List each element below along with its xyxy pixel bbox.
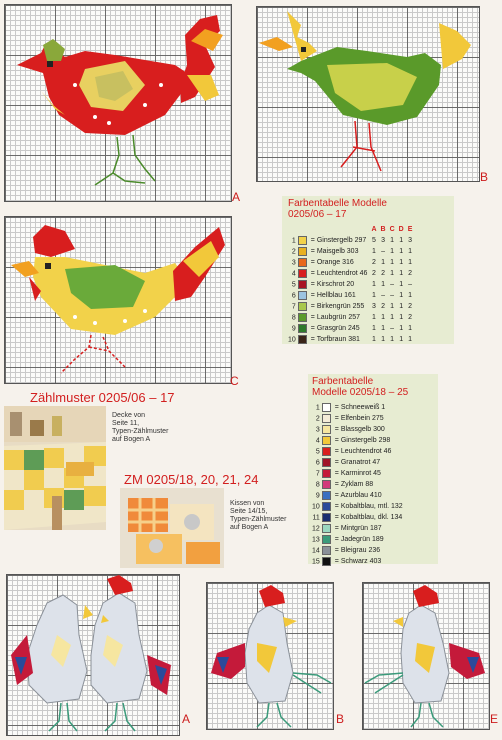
legend-2-color-name: = Bleigrau 236 xyxy=(334,547,381,554)
legend-1-color-name: = Birkengrün 255 xyxy=(310,303,365,310)
legend-1-row xyxy=(286,257,414,268)
legend-2-number: 8 xyxy=(315,481,320,489)
legend-2-swatch-cell xyxy=(310,545,333,556)
legend-1-count: 1 xyxy=(372,325,376,332)
legend-1-count: 2 xyxy=(372,259,376,266)
legend-2-number: 5 xyxy=(315,448,320,456)
legend-1-number: 5 xyxy=(291,281,296,289)
legend-1-count: – xyxy=(390,292,395,299)
legend-2-color-name: = Jadegrün 189 xyxy=(334,536,384,543)
legend-1-count: 1 xyxy=(381,259,385,266)
legend-2-number: 11 xyxy=(312,514,320,522)
legend-2-row xyxy=(310,534,405,545)
legend-1-table xyxy=(286,224,414,345)
legend-2-swatch-cell xyxy=(310,468,333,479)
legend-2-number: 1 xyxy=(315,404,320,412)
legend-2-row xyxy=(310,479,405,490)
color-legend-2 xyxy=(308,374,438,564)
legend-1-count: 1 xyxy=(390,303,395,310)
legend-1-count: – xyxy=(381,292,385,299)
yellow-rooster-motif xyxy=(5,217,231,383)
legend-2-swatch-cell xyxy=(310,413,333,424)
legend-1-number: 4 xyxy=(291,270,296,278)
legend-1-color-name: = Torfbraun 381 xyxy=(310,336,360,343)
two-chickens-motif xyxy=(7,575,179,735)
legend-1-count: 1 xyxy=(372,292,376,299)
legend-1-count: – xyxy=(390,325,395,332)
legend-2-color-name: = Ginstergelb 298 xyxy=(334,437,391,444)
legend-1-number: 10 xyxy=(288,336,296,344)
bottom-label-e: E xyxy=(490,712,499,726)
pattern-chart-c xyxy=(4,216,232,384)
legend-2-color-name: = Blassgelb 300 xyxy=(334,426,385,433)
legend-1-row xyxy=(286,301,414,312)
legend-2-number: 13 xyxy=(312,536,320,544)
legend-1-column-header: C xyxy=(389,226,395,233)
legend-2-row xyxy=(310,435,405,446)
legend-1-column-header: D xyxy=(398,226,404,233)
legend-1-count: 5 xyxy=(372,237,376,244)
legend-2-swatch-cell xyxy=(310,556,333,567)
color-swatch xyxy=(322,469,331,478)
legend-2-swatch-cell xyxy=(310,402,333,413)
legend-1-count: 1 xyxy=(399,237,404,244)
legend-1-number: 6 xyxy=(291,292,296,300)
legend-1-count: 1 xyxy=(399,314,404,321)
legend-2-row xyxy=(310,556,405,567)
legend-1-count: 1 xyxy=(408,248,412,255)
legend-2-number: 7 xyxy=(315,470,320,478)
section-2-heading: ZM 0205/18, 20, 21, 24 xyxy=(124,472,259,487)
legend-1-header-row xyxy=(286,224,414,235)
legend-2-color-name: = Karminrot 45 xyxy=(334,470,381,477)
legend-1-count: 1 xyxy=(399,292,404,299)
legend-2-row xyxy=(310,424,405,435)
color-swatch xyxy=(322,425,331,434)
legend-1-swatch-cell xyxy=(286,268,309,279)
section-2-note-line1: Kissen von xyxy=(230,500,265,507)
legend-2-number: 15 xyxy=(312,558,320,566)
legend-2-swatch-cell xyxy=(310,512,333,523)
section-1-heading: Zählmuster 0205/06 – 17 xyxy=(30,390,175,405)
legend-2-row xyxy=(310,512,405,523)
color-swatch xyxy=(298,291,307,300)
legend-1-color-name: = Leuchtendrot 46 xyxy=(310,270,368,277)
color-swatch xyxy=(298,313,307,322)
legend-2-color-name: = Elfenbein 275 xyxy=(334,415,384,422)
legend-2-number: 9 xyxy=(315,492,320,500)
chart-label-c: C xyxy=(230,374,239,388)
legend-1-count: 1 xyxy=(381,336,385,343)
legend-1-column-header: A xyxy=(371,226,377,233)
color-swatch xyxy=(298,247,307,256)
legend-2-number: 2 xyxy=(315,415,320,423)
legend-1-count: 1 xyxy=(399,336,404,343)
chart-label-a: A xyxy=(232,190,241,204)
legend-1-color-name: = Ginstergelb 297 xyxy=(310,237,367,244)
section-2-note xyxy=(230,500,286,532)
color-swatch xyxy=(322,458,331,467)
legend-1-row xyxy=(286,235,414,246)
legend-2-swatch-cell xyxy=(310,490,333,501)
legend-1-row xyxy=(286,246,414,257)
legend-1-color-name: = Kirschrot 20 xyxy=(310,281,355,288)
section-1-note-line4: auf Bogen A xyxy=(112,436,151,443)
legend-1-color-name: = Grasgrün 245 xyxy=(310,325,360,332)
legend-1-count: 1 xyxy=(399,281,404,288)
legend-2-swatch-cell xyxy=(310,501,333,512)
legend-1-row xyxy=(286,290,414,301)
legend-1-swatch-cell xyxy=(286,246,309,257)
legend-2-swatch-cell xyxy=(310,534,333,545)
legend-1-swatch-cell xyxy=(286,290,309,301)
legend-1-color-name: = Orange 316 xyxy=(310,259,354,266)
legend-2-swatch-cell xyxy=(310,424,333,435)
pattern-chart-a xyxy=(4,4,232,202)
legend-2-swatch-cell xyxy=(310,457,333,468)
legend-2-color-name: = Kobaltblau, dkl. 134 xyxy=(334,514,403,521)
legend-1-count: 1 xyxy=(399,303,404,310)
legend-1-count: 1 xyxy=(381,314,385,321)
color-swatch xyxy=(298,269,307,278)
pattern-chart-bottom-e xyxy=(362,582,490,730)
legend-1-swatch-cell xyxy=(286,334,309,345)
color-swatch xyxy=(322,513,331,522)
legend-2-color-name: = Zyklam 88 xyxy=(334,481,374,488)
legend-2-number: 12 xyxy=(312,525,320,533)
legend-1-swatch-cell xyxy=(286,279,309,290)
legend-1-swatch-cell xyxy=(286,257,309,268)
legend-2-row xyxy=(310,468,405,479)
section-1-note-line2: Seite 11, xyxy=(112,420,140,427)
legend-1-title-line2: 0205/06 – 17 xyxy=(288,209,347,220)
color-swatch xyxy=(298,302,307,311)
color-swatch xyxy=(322,403,331,412)
legend-1-row xyxy=(286,323,414,334)
color-swatch xyxy=(322,491,331,500)
legend-2-table xyxy=(310,402,405,567)
chart-label-b: B xyxy=(480,170,489,184)
color-swatch xyxy=(298,236,307,245)
legend-2-row xyxy=(310,446,405,457)
legend-1-row xyxy=(286,334,414,345)
legend-1-count: – xyxy=(408,281,412,288)
legend-1-count: 2 xyxy=(408,303,412,310)
legend-1-row xyxy=(286,312,414,323)
legend-1-count: 1 xyxy=(399,248,404,255)
legend-2-row xyxy=(310,501,405,512)
legend-1-count: 1 xyxy=(390,237,395,244)
legend-1-count: 2 xyxy=(372,270,376,277)
legend-2-title-line2: Modelle 0205/18 – 25 xyxy=(312,387,409,398)
legend-1-count: 1 xyxy=(390,270,395,277)
legend-2-color-name: = Schneeweiß 1 xyxy=(334,404,386,411)
legend-1-count: 1 xyxy=(372,336,376,343)
bottom-label-a: A xyxy=(182,712,191,726)
legend-1-count: 2 xyxy=(381,303,385,310)
legend-1-count: – xyxy=(390,281,395,288)
legend-2-number: 3 xyxy=(315,426,320,434)
legend-1-count: 1 xyxy=(390,314,395,321)
pattern-chart-bottom-a xyxy=(6,574,180,736)
legend-1-count: 3 xyxy=(372,303,376,310)
legend-2-swatch-cell xyxy=(310,446,333,457)
legend-2-row xyxy=(310,413,405,424)
legend-1-swatch-cell xyxy=(286,235,309,246)
legend-2-color-name: = Granatrot 47 xyxy=(334,459,381,466)
legend-1-number: 3 xyxy=(291,259,296,267)
legend-1-count: 1 xyxy=(408,325,412,332)
legend-2-row xyxy=(310,523,405,534)
section-1-note-line1: Decke von xyxy=(112,412,146,419)
bottom-label-b: B xyxy=(336,712,345,726)
legend-1-count: 1 xyxy=(390,336,395,343)
legend-1-column-header: E xyxy=(407,226,413,233)
legend-1-count: 3 xyxy=(381,237,385,244)
legend-1-count: 1 xyxy=(399,270,404,277)
pattern-chart-b xyxy=(256,6,480,182)
legend-2-number: 14 xyxy=(312,547,320,555)
legend-2-number: 6 xyxy=(315,459,320,467)
legend-1-count: 1 xyxy=(372,314,376,321)
legend-1-count: 1 xyxy=(381,281,385,288)
color-swatch xyxy=(322,447,331,456)
color-swatch xyxy=(298,335,307,344)
color-swatch xyxy=(322,546,331,555)
legend-2-title-line1: Farbentabelle xyxy=(312,376,374,387)
color-swatch xyxy=(322,524,331,533)
legend-2-color-name: = Leuchtendrot 46 xyxy=(334,448,392,455)
legend-1-color-name: = Hellblau 161 xyxy=(310,292,356,299)
legend-1-row xyxy=(286,279,414,290)
pattern-chart-bottom-b xyxy=(206,582,334,730)
section-2-note-line3: Typen-Zählmuster xyxy=(230,516,287,523)
chicken-e-motif xyxy=(363,583,489,729)
chicken-b-motif xyxy=(207,583,333,729)
legend-1-count: 1 xyxy=(381,325,385,332)
color-swatch xyxy=(322,557,331,566)
legend-1-count: 2 xyxy=(408,314,412,321)
legend-1-count: 1 xyxy=(390,248,395,255)
section-2-note-line2: Seite 14/15, xyxy=(230,508,268,515)
legend-1-color-name: = Laubgrün 257 xyxy=(310,314,361,321)
legend-1-count: 2 xyxy=(408,270,412,277)
legend-2-swatch-cell xyxy=(310,523,333,534)
color-swatch xyxy=(298,258,307,267)
green-bird-motif xyxy=(257,7,479,181)
legend-1-number: 1 xyxy=(291,237,296,245)
legend-1-count: 1 xyxy=(399,325,404,332)
legend-2-number: 4 xyxy=(315,437,320,445)
color-swatch xyxy=(322,414,331,423)
legend-2-color-name: = Mintgrün 187 xyxy=(334,525,382,532)
legend-2-row xyxy=(310,402,405,413)
legend-1-count: 1 xyxy=(399,259,404,266)
legend-1-count: 1 xyxy=(372,248,376,255)
legend-1-row xyxy=(286,268,414,279)
legend-2-row xyxy=(310,457,405,468)
legend-1-number: 9 xyxy=(291,325,296,333)
section-1-note xyxy=(112,412,168,444)
legend-1-number: 7 xyxy=(291,303,296,311)
color-swatch xyxy=(298,280,307,289)
section-2-note-line4: auf Bogen A xyxy=(230,524,269,531)
section-1-note-line3: Typen-Zählmuster xyxy=(112,428,169,435)
legend-2-color-name: = Azurblau 410 xyxy=(334,492,382,499)
legend-1-swatch-cell xyxy=(286,323,309,334)
legend-1-color-name: = Maisgelb 303 xyxy=(310,248,359,255)
color-swatch xyxy=(322,480,331,489)
legend-2-row xyxy=(310,490,405,501)
legend-1-count: 1 xyxy=(408,292,412,299)
legend-2-swatch-cell xyxy=(310,435,333,446)
color-swatch xyxy=(298,324,307,333)
legend-1-count: 1 xyxy=(372,281,376,288)
color-swatch xyxy=(322,535,331,544)
color-swatch xyxy=(322,502,331,511)
color-legend-1 xyxy=(282,196,454,344)
legend-2-color-name: = Schwarz 403 xyxy=(334,558,382,565)
legend-1-number: 8 xyxy=(291,314,296,322)
legend-1-count: 1 xyxy=(408,336,412,343)
tablecloth-photo xyxy=(4,406,106,530)
legend-1-column-header: B xyxy=(380,226,386,233)
legend-1-count: 1 xyxy=(390,259,395,266)
legend-2-color-name: = Kobaltblau, mtl. 132 xyxy=(334,503,403,510)
legend-1-count: 3 xyxy=(408,237,412,244)
color-swatch xyxy=(322,436,331,445)
legend-1-title-line1: Farbentabelle Modelle xyxy=(288,198,387,209)
cushion-photo xyxy=(120,488,224,568)
legend-2-row xyxy=(310,545,405,556)
legend-1-swatch-cell xyxy=(286,301,309,312)
legend-1-number: 2 xyxy=(291,248,296,256)
legend-2-number: 10 xyxy=(312,503,320,511)
legend-1-count: 1 xyxy=(408,259,412,266)
red-rooster-motif xyxy=(5,5,231,201)
legend-2-swatch-cell xyxy=(310,479,333,490)
legend-1-swatch-cell xyxy=(286,312,309,323)
legend-1-count: – xyxy=(381,248,385,255)
legend-1-count: 2 xyxy=(381,270,385,277)
